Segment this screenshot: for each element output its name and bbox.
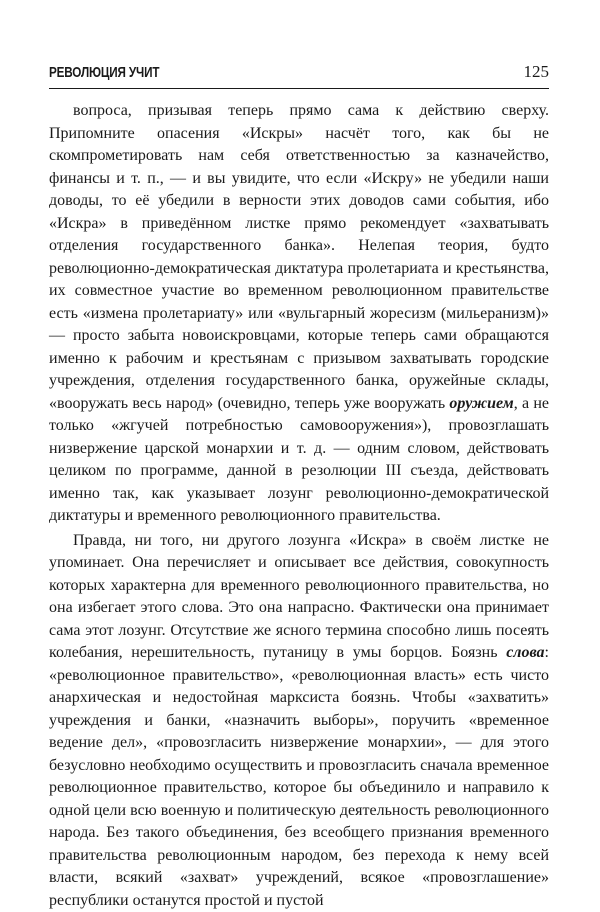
paragraph-1-text-start: вопроса, призывая теперь прямо сама к действию сверху. Припомните опасения «Искры» насчёт того, как бы не скомпрометировать нам себя ответственностью за казначейство, финансы и т. п., — и вы увидите, что если «Искру» не убедили наши доводы, то её убедили в верности этих доводов сами события, ибо «Искра» в приведённом листке прямо рекомендует «захватывать отделения государственного банка». Нелепая теория, будто революционно-демократическая диктатура пролетариата и крестьянства, их совместное участие во временном революционном правительстве есть «измена пролетариату» или «вульгарный жоресизм (мильеранизм)» — просто забыта новоискровцами, которые теперь сами обращаются именно к рабочим и крестьянам с призывом захватывать городские учреждения, отделения государственного банка, оружейные склады, «вооружать весь народ» (очевидно, теперь уже вооружать bbox=[49, 102, 549, 412]
paragraph-2-emphasis: слова bbox=[506, 644, 544, 661]
paragraph-1 bbox=[49, 100, 549, 528]
running-header bbox=[49, 62, 549, 86]
paragraph-2-text-end: : «революционное правительство», «революционная власть» есть чисто анархическая и недостойная марксиста боязнь. Чтобы «захватить» учреждения и банки, «назначить выборы», поручить «временное ведение дел», «провозгласить низвержение монархии», — для этого безусловно необходимо осуществить и провозгласить сначала временное революционное правительство, которое бы объединило и направило к одной цели всю военную и политическую деятельность революционного народа. Без такого объединения, без всеобщего признания временного правительства революционным народом, без перехода к нему всей власти, всякий «захват» учреждений, всякое «провозглашение» республики останутся простой и пустой bbox=[49, 644, 549, 909]
paragraph-1-text-end: , а не только «жгучей потребностью самовооружения»), провозглашать низвержение царской монархии и т. д. — одним словом, действовать целиком по программе, данной в резолюции III съезда, действовать именно так, как указывает лозунг революционно-демократической диктатуры и временного революционного правительства. bbox=[49, 395, 549, 525]
body-text bbox=[49, 100, 549, 912]
paragraph-1-emphasis: оружием bbox=[449, 395, 513, 412]
paragraph-2 bbox=[49, 530, 549, 912]
paragraph-2-text-start: Правда, ни того, ни другого лозунга «Искра» в своём листке не упоминает. Она перечисляет и описывает все действия, совокупность которых характерна для временного революционного правительства, но она избегает этого слова. Это она напрасно. Фактически она принимает сама этот лозунг. Отсутствие же ясного термина способно лишь посеять колебания, нерешительность, путаницу в умы борцов. Боязнь bbox=[49, 532, 549, 662]
header-rule bbox=[49, 88, 549, 89]
running-title: РЕВОЛЮЦИЯ УЧИТ bbox=[49, 64, 159, 81]
page-number: 125 bbox=[524, 62, 550, 82]
